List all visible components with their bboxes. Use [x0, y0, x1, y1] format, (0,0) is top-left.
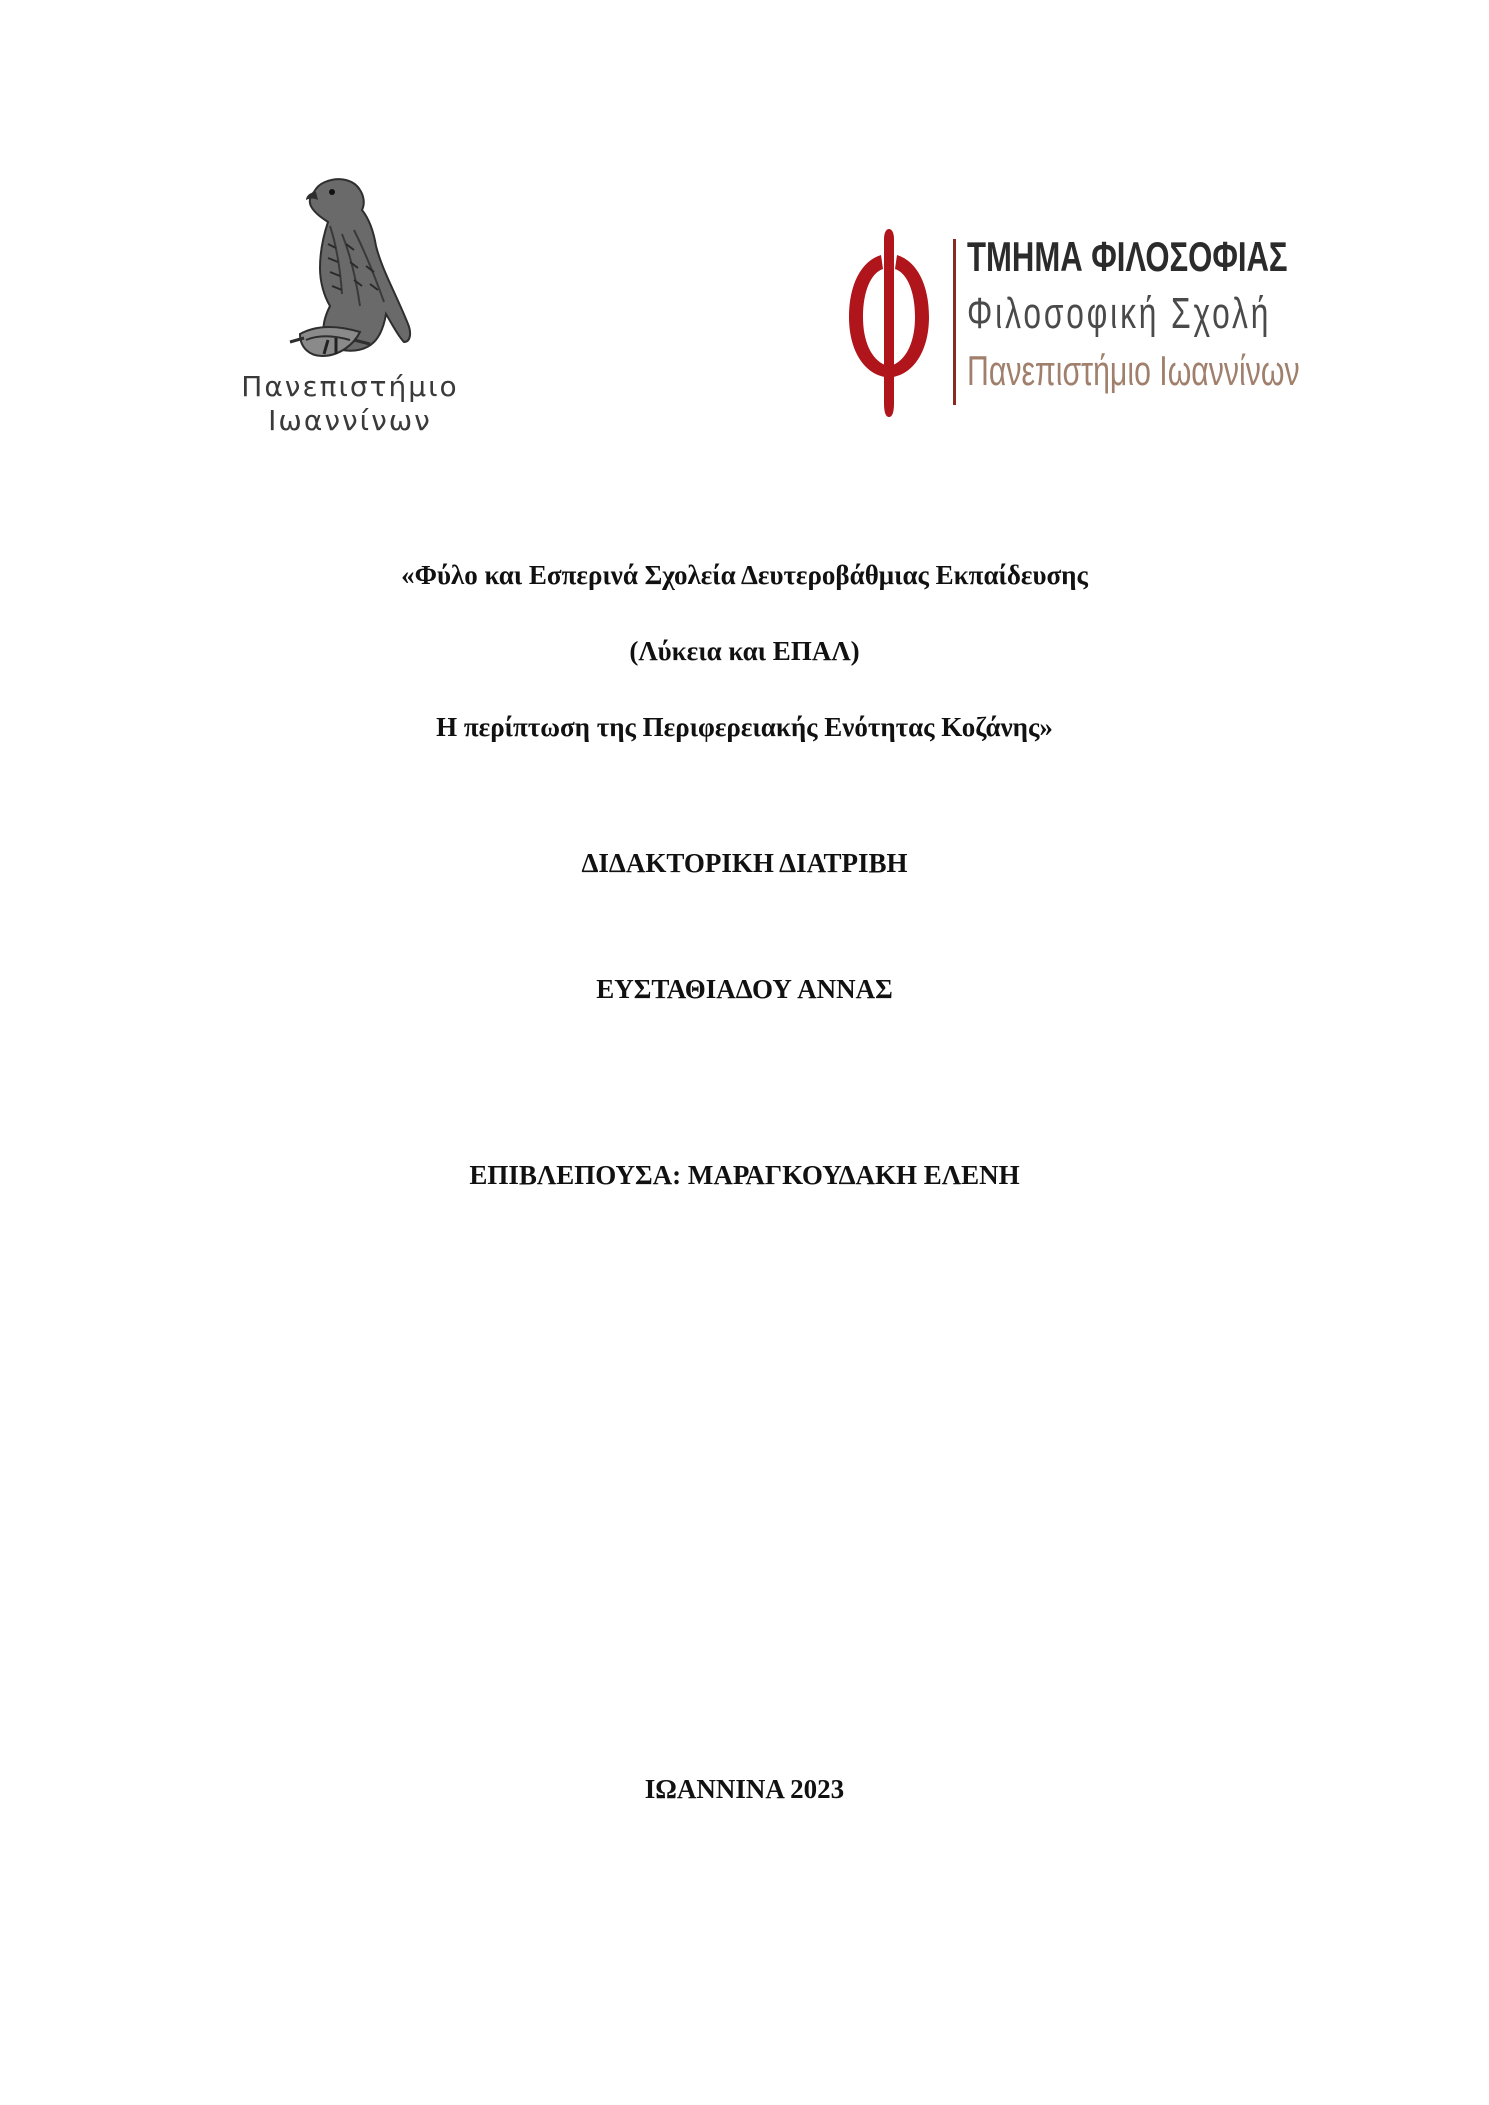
supervisor-name: ΕΠΙΒΛΕΠΟΥΣΑ: ΜΑΡΑΓΚΟΥΔΑΚΗ ΕΛΕΝΗ	[469, 1160, 1020, 1190]
phi-letter-icon	[845, 225, 933, 420]
department-divider	[953, 239, 956, 405]
thesis-title-line-2: (Λύκεια και ΕΠΑΛ)	[629, 636, 860, 666]
department-logo	[845, 225, 1325, 425]
thesis-title-line-3: Η περίπτωση της Περιφερειακής Ενότητας Κοζάνης»	[436, 712, 1053, 742]
university-name-line-2: Ιωαννίνων	[268, 404, 432, 437]
owl-icon	[270, 174, 420, 359]
university-name-line-1: Πανεπιστήμιο	[241, 370, 459, 403]
author-name: ΕΥΣΤΑΘΙΑΔΟΥ ΑΝΝΑΣ	[596, 974, 893, 1004]
thesis-title-line-1: «Φύλο και Εσπερινά Σχολεία Δευτεροβάθμιας Εκπαίδευσης	[401, 560, 1088, 590]
department-name	[967, 229, 1327, 399]
university-logo	[215, 170, 485, 440]
department-name-line-3: Πανεπιστήμιο Ιωαννίνων	[967, 347, 1300, 394]
document-type: ΔΙΔΑΚΤΟΡΙΚΗ ΔΙΑΤΡΙΒΗ	[581, 848, 908, 878]
department-name-line-2: Φιλοσοφική Σχολή	[967, 289, 1272, 338]
place-and-year: ΙΩΑΝΝΙΝΑ 2023	[644, 1774, 845, 1804]
university-name	[215, 370, 485, 438]
department-name-line-1: ΤΜΗΜΑ ΦΙΛΟΣΟΦΙΑΣ	[967, 233, 1288, 280]
